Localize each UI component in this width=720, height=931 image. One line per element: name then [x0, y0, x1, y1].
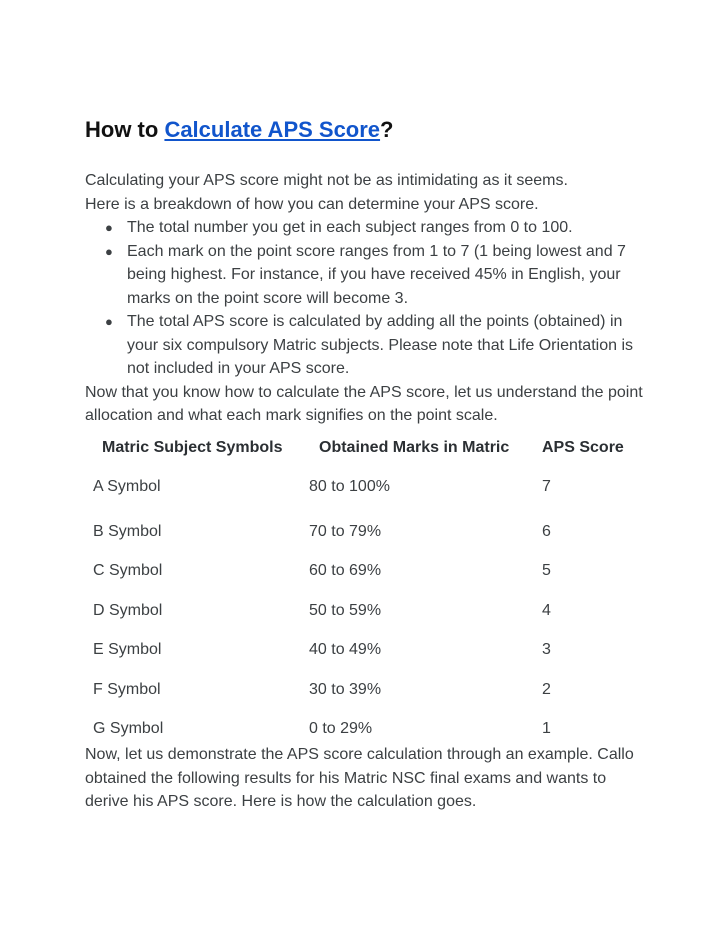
cell-symbol: F Symbol [93, 680, 161, 698]
outro-section [85, 743, 645, 814]
list-item [105, 216, 645, 240]
aps-score-table [85, 433, 645, 749]
table-row [85, 591, 645, 631]
intro-after-text: Now that you know how to calculate the APS score, let us understand the point allocation and what each mark signifies on the point scale. [85, 383, 643, 424]
cell-marks: 70 to 79% [309, 522, 382, 540]
cell-marks: 50 to 59% [309, 601, 382, 619]
intro-line-2: Here is a breakdown of how you can determine your APS score. [85, 195, 539, 213]
table-header-row [85, 433, 645, 462]
cell-aps: 2 [542, 680, 551, 698]
cell-symbol: G Symbol [93, 720, 164, 738]
outro-paragraph: Now, let us demonstrate the APS score calculation through an example. Callo obtained the following results for his Matric NSC final exams and wants to derive his APS score. Here is how the calculation goes. [85, 746, 634, 810]
cell-aps: 4 [542, 601, 551, 619]
cell-aps: 6 [542, 522, 551, 540]
bullet-text: The total number you get in each subject ranges from 0 to 100. [127, 219, 573, 236]
table-row [85, 462, 645, 512]
table-row [85, 631, 645, 671]
cell-symbol: B Symbol [93, 522, 162, 540]
cell-symbol: E Symbol [93, 641, 162, 659]
cell-aps: 7 [542, 478, 551, 495]
cell-aps: 1 [542, 720, 551, 738]
calculate-aps-score-link[interactable]: Calculate APS Score [164, 117, 381, 142]
table-row [85, 670, 645, 710]
bullet-list [85, 216, 645, 381]
title-prefix: How to [85, 117, 165, 142]
intro-line-1: Calculating your APS score might not be as intimidating as it seems. [85, 172, 568, 189]
table-row [85, 512, 645, 552]
bullet-text: Each mark on the point score ranges from 1 to 7 (1 being lowest and 7 being highest. For instance, if you have received 45% in English, your marks on the point score will become 3. [127, 242, 626, 307]
bullet-icon: ● [105, 314, 113, 329]
list-item [105, 310, 645, 381]
bullet-text: The total APS score is calculated by adding all the points (obtained) in your six compulsory Matric subjects. Please note that Life Orientation is not included in your APS score. [127, 313, 633, 377]
table-row [85, 552, 645, 592]
cell-marks: 60 to 69% [309, 562, 382, 580]
bullet-icon: ● [105, 220, 113, 235]
column-header-marks: Obtained Marks in Matric [319, 438, 510, 456]
intro-section [85, 169, 645, 428]
title-suffix: ? [380, 117, 394, 142]
cell-symbol: A Symbol [93, 478, 161, 495]
cell-aps: 5 [542, 562, 551, 580]
page-title [85, 114, 394, 146]
cell-marks: 30 to 39% [309, 680, 382, 698]
cell-symbol: D Symbol [93, 601, 163, 619]
list-item [105, 240, 645, 311]
cell-marks: 80 to 100% [309, 478, 390, 495]
cell-symbol: C Symbol [93, 562, 163, 580]
cell-marks: 0 to 29% [309, 720, 373, 738]
column-header-aps: APS Score [542, 438, 624, 456]
column-header-symbols: Matric Subject Symbols [102, 438, 283, 456]
cell-marks: 40 to 49% [309, 641, 382, 659]
bullet-icon: ● [105, 243, 113, 259]
cell-aps: 3 [542, 641, 551, 659]
